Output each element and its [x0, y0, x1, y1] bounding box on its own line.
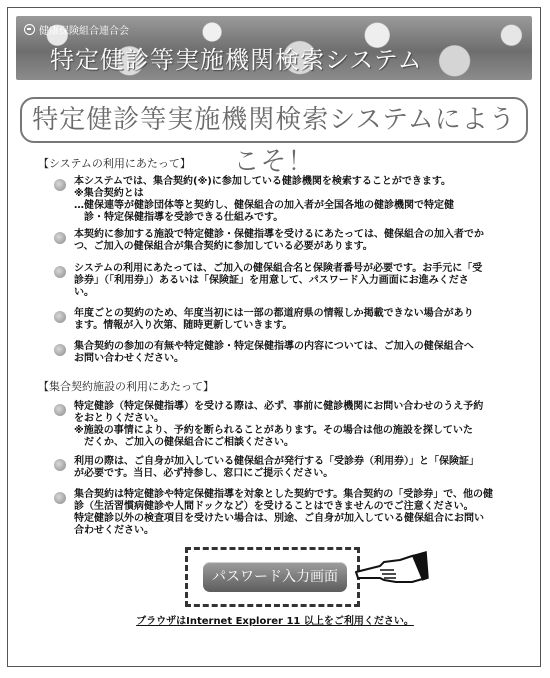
organization-name: 健康保険組合連合会 [39, 26, 129, 37]
bullet-icon [54, 266, 66, 278]
item-line: 特定健診以外の検査項目を受けたい場合は、別途、ご自身が加入している健保組合にお問い [74, 513, 484, 524]
list-item [54, 308, 524, 332]
bullet-icon [54, 179, 66, 191]
item-line: 利用の際は、ご自身が加入している健保組合が発行する「受診券（利用券）」と「保険証」 [74, 456, 479, 467]
list-item [54, 341, 524, 365]
bullet-icon [54, 492, 66, 504]
item-line: 合わせください。 [74, 525, 154, 536]
item-line: 本契約に参加する施設で特定健診・保健指導を受けるにあたっては、健保組合の加入者でか [74, 229, 484, 240]
header-banner [16, 16, 532, 80]
welcome-heading: 特定健診等実施機関検索システムにようこそ！ [20, 97, 528, 143]
item-line: が必要です。当日、必ず持参し、窓口にご提示ください。 [74, 468, 334, 479]
browser-requirement-note: ブラウザはInternet Explorer 11 以上をご利用ください。 [136, 616, 414, 627]
list-item [54, 489, 524, 537]
list-item [54, 176, 524, 224]
bullet-icon [54, 344, 66, 356]
item-line: 集合契約の参加の有無や特定健診・特定保健指導の内容については、ご加入の健保組合へ [74, 341, 474, 352]
list-item [54, 229, 524, 253]
item-line: 診（生活習慣病健診や人間ドックなど）を受けることはできませんのでご注意ください。 [74, 501, 474, 512]
bullet-icon [54, 404, 66, 416]
item-line: 本システムでは、集合契約(※)に参加している健診機関を検索することができます。 [74, 176, 452, 187]
bullet-icon [54, 311, 66, 323]
item-line: をおとりください。 [74, 413, 164, 424]
pointing-hand-icon [350, 548, 430, 594]
item-line: い。 [74, 287, 94, 298]
list-item [54, 263, 524, 299]
list-item [54, 456, 524, 480]
password-entry-button[interactable]: パスワード入力画面 [203, 562, 347, 592]
item-line: つ、ご加入の健保組合が集合契約に参加している必要があります。 [74, 241, 373, 252]
item-line: ※施設の事情により、予約を断られることがあります。その場合は他の施設を探していた [74, 425, 473, 436]
organization-logo-icon [24, 24, 35, 35]
bullet-icon [54, 232, 66, 244]
item-line: …健保連等が健診団体等と契約し、健保組合の加入者が全国各地の健診機関で特定健 [74, 200, 454, 211]
list-item [54, 401, 524, 449]
banner-title: 特定健診等実施機関検索システム [50, 46, 423, 74]
item-line: システムの利用にあたっては、ご加入の健保組合名と保険者番号が必要です。お手元に「受 [74, 263, 483, 274]
item-line: 特定健診（特定保健指導）を受ける際は、必ず、事前に健診機関にお問い合わせのうえ予約 [74, 401, 484, 412]
section-heading-facility-usage: 【集合契約施設の利用にあたって】 [38, 380, 214, 393]
item-line: お問い合わせください。 [74, 353, 184, 364]
item-line: だくか、ご加入の健保組合にご相談ください。 [74, 437, 294, 448]
item-line: 年度ごとの契約のため、年度当初には一部の都道府県の情報しか掲載できない場合があり [74, 308, 474, 319]
password-button-area [185, 547, 360, 607]
bullet-icon [54, 459, 66, 471]
item-line: ※集合契約とは [74, 188, 144, 199]
section-heading-system-usage: 【システムの利用にあたって】 [38, 157, 191, 170]
item-line: ます。情報が入り次第、随時更新していきます。 [74, 320, 293, 331]
item-line: 診・特定保健指導を受診できる仕組みです。 [74, 212, 284, 223]
item-line: 診券」（「利用券」）あるいは「保険証」を用意して、パスワード入力画面にお進みくださ [74, 275, 469, 286]
item-line: 集合契約は特定健診や特定保健指導を対象とした契約です。集合契約の「受診券」で、他の健 [74, 489, 493, 500]
organization-label [24, 22, 129, 37]
